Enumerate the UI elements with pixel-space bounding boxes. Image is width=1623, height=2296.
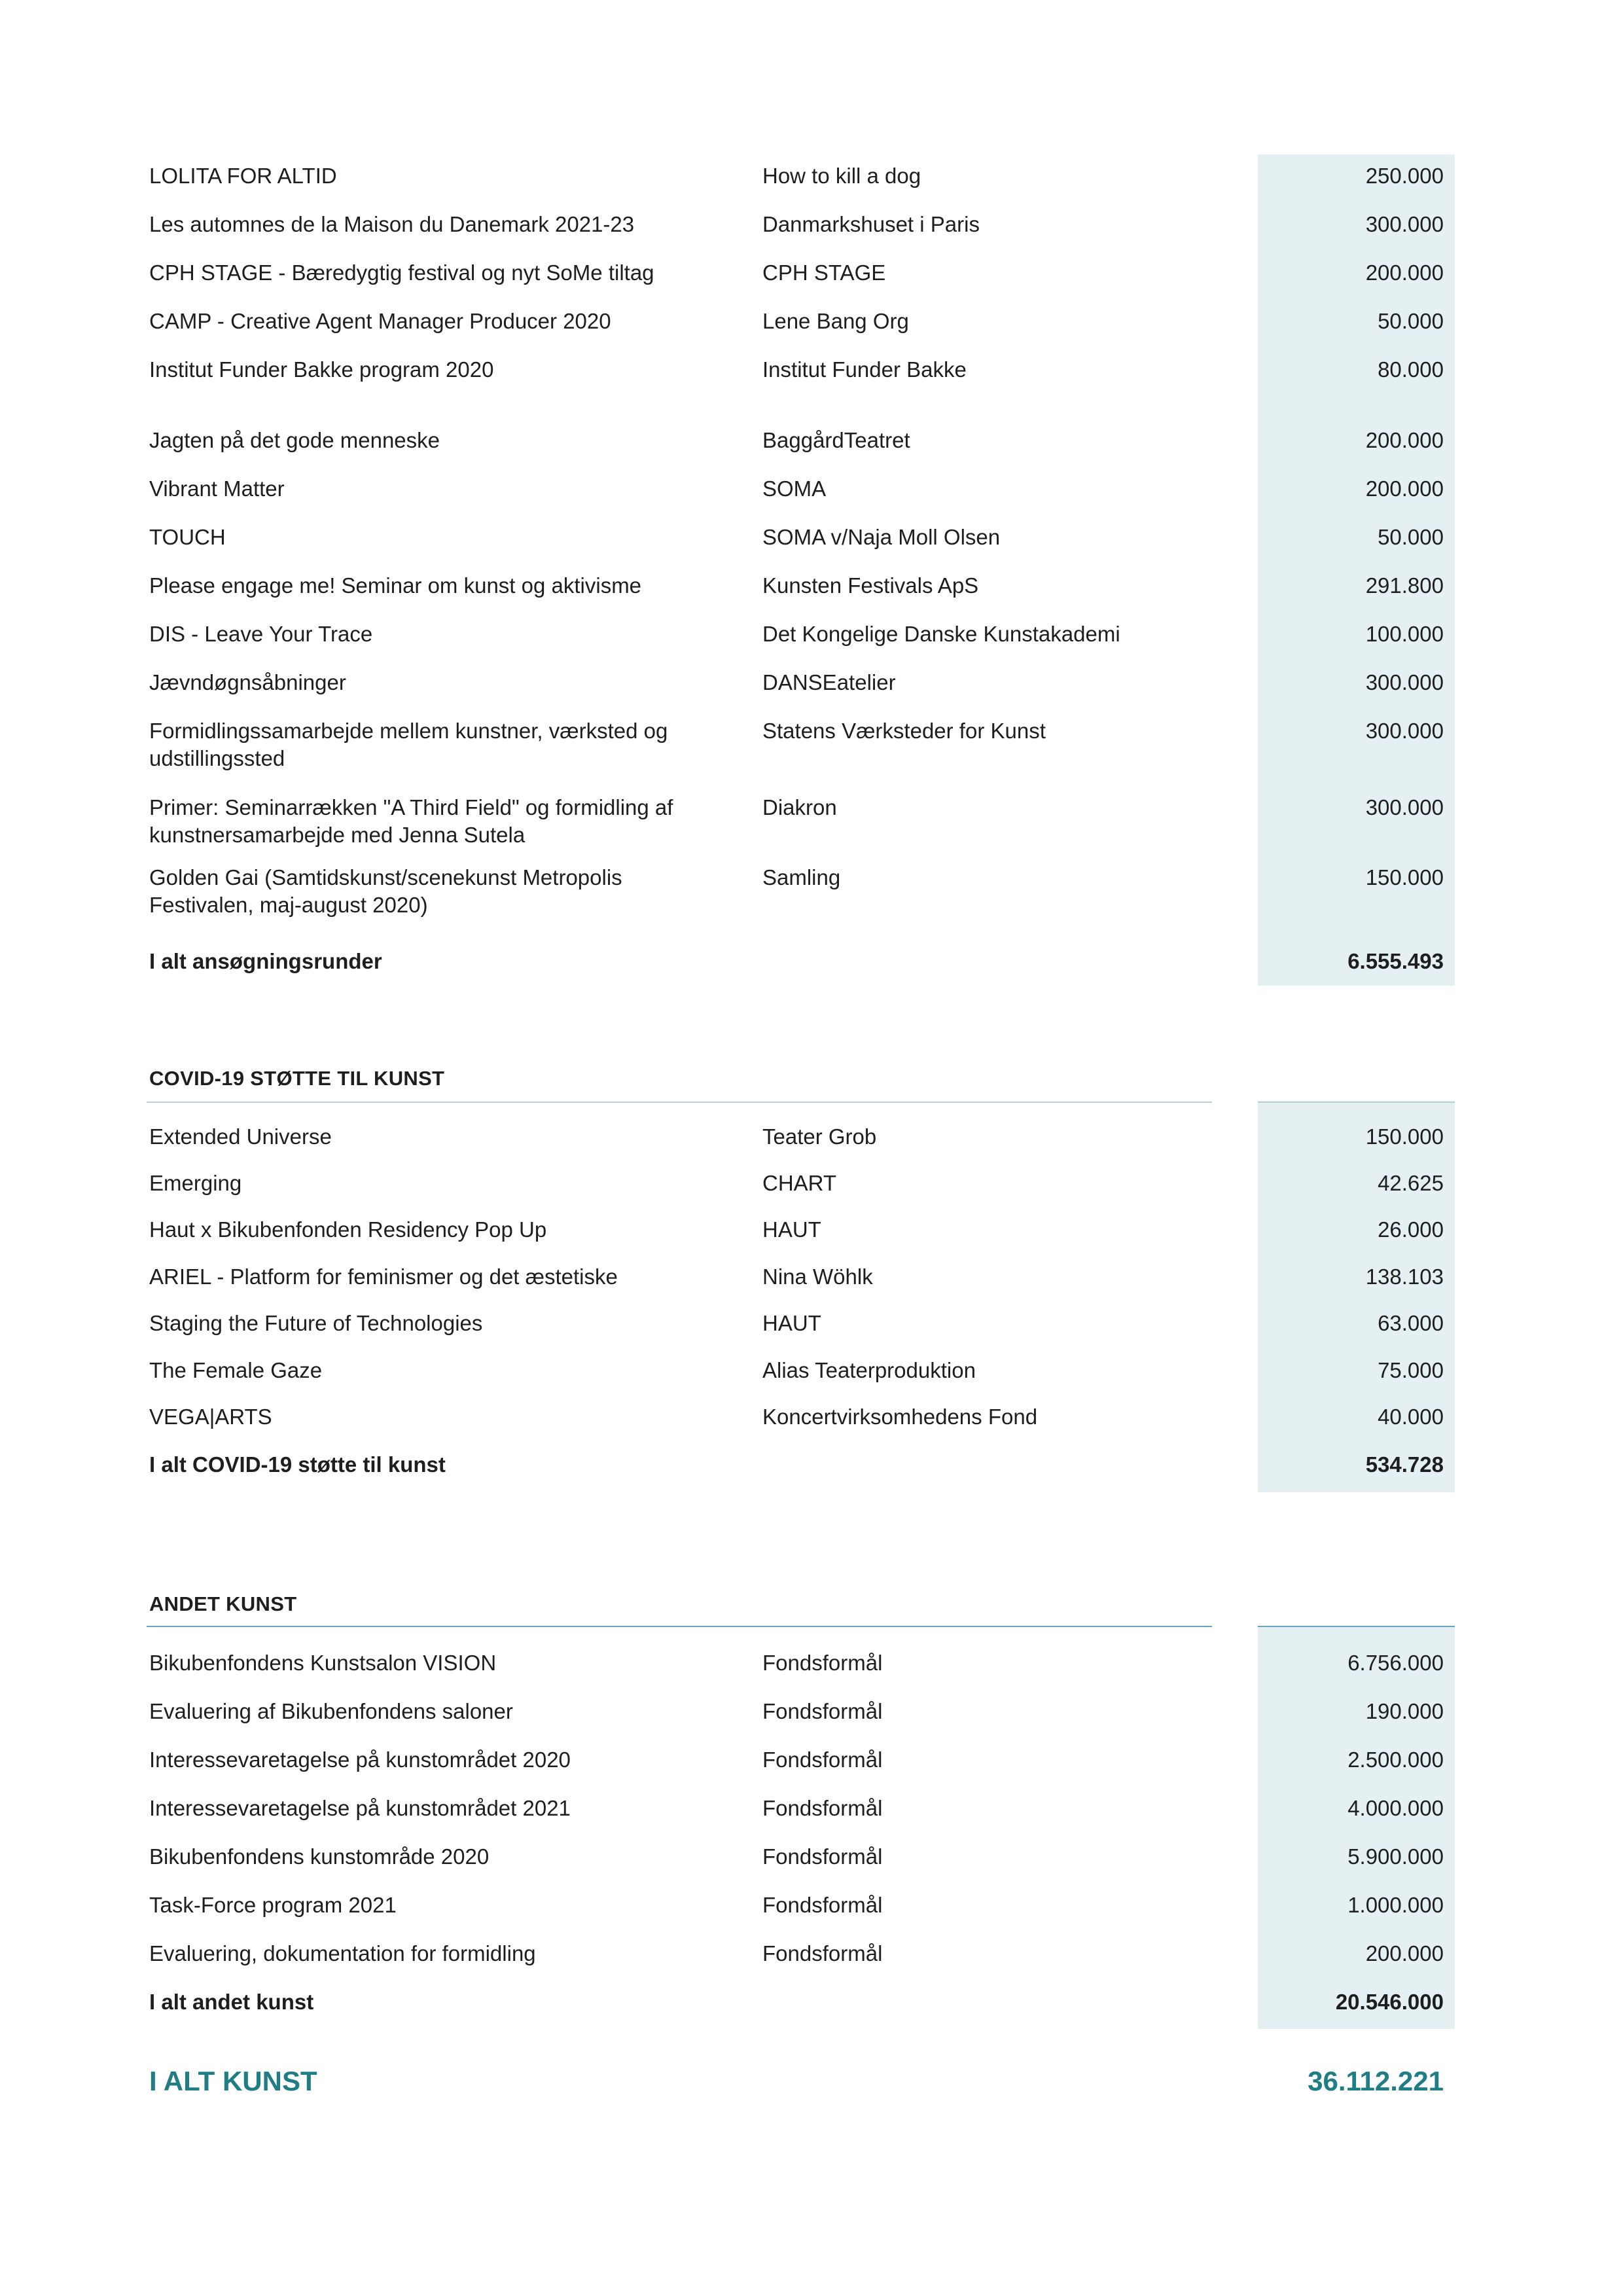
- amount: 100.000: [1365, 622, 1444, 646]
- project-title: Bikubenfondens kunstområde 2020: [149, 1844, 490, 1869]
- amount-column-band-2: [1258, 1101, 1455, 1492]
- section-heading: ANDET KUNST: [149, 1592, 297, 1615]
- grand-total-amount: 36.112.221: [1308, 2066, 1444, 2096]
- project-title: Primer: Seminarrækken "A Third Field" og formidling af kunstnersamarbejde med Jenna Sutela: [149, 795, 673, 847]
- grantee: Statens Værksteder for Kunst: [762, 719, 1046, 743]
- amount: 138.103: [1365, 1265, 1444, 1289]
- grantee: Fondsformål: [762, 1651, 883, 1675]
- amount: 80.000: [1378, 357, 1444, 382]
- project-title: Emerging: [149, 1171, 242, 1195]
- amount: 200.000: [1365, 260, 1444, 285]
- section-divider: [147, 1102, 1212, 1103]
- project-title: Task-Force program 2021: [149, 1893, 397, 1917]
- project-title: Evaluering, dokumentation for formidling: [149, 1941, 536, 1965]
- grand-total-label: I ALT KUNST: [149, 2066, 317, 2096]
- section-total-label: I alt COVID-19 støtte til kunst: [149, 1452, 446, 1477]
- grantee: Fondsformål: [762, 1941, 883, 1965]
- amount: 300.000: [1365, 795, 1444, 819]
- grantee: Fondsformål: [762, 1748, 883, 1772]
- amount-divider: [1258, 1102, 1455, 1103]
- project-title: TOUCH: [149, 525, 226, 549]
- grantee: Alias Teaterproduktion: [762, 1358, 976, 1382]
- amount: 63.000: [1378, 1311, 1444, 1335]
- grantee: HAUT: [762, 1311, 821, 1335]
- grantee: HAUT: [762, 1217, 821, 1242]
- amount: 150.000: [1365, 1124, 1444, 1149]
- amount: 250.000: [1365, 164, 1444, 188]
- grantee: Teater Grob: [762, 1124, 877, 1149]
- project-title: Golden Gai (Samtidskunst/scenekunst Metropolis Festivalen, maj-august 2020): [149, 865, 622, 917]
- grantee: BaggårdTeatret: [762, 428, 910, 452]
- amount: 50.000: [1378, 309, 1444, 333]
- project-title: ARIEL - Platform for feminismer og det æstetiske: [149, 1265, 618, 1289]
- amount: 291.800: [1365, 573, 1444, 598]
- grantee: Lene Bang Org: [762, 309, 909, 333]
- amount: 200.000: [1365, 476, 1444, 501]
- grantee: How to kill a dog: [762, 164, 921, 188]
- grantee: DANSEatelier: [762, 670, 896, 694]
- project-title: CAMP - Creative Agent Manager Producer 2020: [149, 309, 611, 333]
- grantee: Det Kongelige Danske Kunstakademi: [762, 622, 1120, 646]
- section-total-amount: 6.555.493: [1347, 949, 1444, 973]
- project-title: Evaluering af Bikubenfondens saloner: [149, 1699, 513, 1723]
- amount: 300.000: [1365, 719, 1444, 743]
- amount: 50.000: [1378, 525, 1444, 549]
- grantee: Fondsformål: [762, 1796, 883, 1820]
- amount: 150.000: [1365, 865, 1444, 889]
- section-total-label: I alt ansøgningsrunder: [149, 949, 382, 973]
- project-title: Jagten på det gode menneske: [149, 428, 440, 452]
- grantee: Kunsten Festivals ApS: [762, 573, 979, 598]
- project-title: Jævndøgnsåbninger: [149, 670, 346, 694]
- section-total-amount: 20.546.000: [1335, 1990, 1444, 2014]
- grantee: SOMA v/Naja Moll Olsen: [762, 525, 1001, 549]
- grantee: SOMA: [762, 476, 827, 501]
- amount: 6.756.000: [1347, 1651, 1444, 1675]
- project-title: Interessevaretagelse på kunstområdet 2020: [149, 1748, 571, 1772]
- amount-column-band-3: [1258, 1626, 1455, 2029]
- amount: 2.500.000: [1347, 1748, 1444, 1772]
- amount: 42.625: [1378, 1171, 1444, 1195]
- project-title: Les automnes de la Maison du Danemark 2021-23: [149, 212, 635, 236]
- amount: 200.000: [1365, 1941, 1444, 1965]
- amount: 300.000: [1365, 670, 1444, 694]
- project-title: Staging the Future of Technologies: [149, 1311, 483, 1335]
- grantee: Samling: [762, 865, 841, 889]
- amount-divider: [1258, 1626, 1455, 1627]
- project-title: Institut Funder Bakke program 2020: [149, 357, 494, 382]
- amount: 26.000: [1378, 1217, 1444, 1242]
- project-title: LOLITA FOR ALTID: [149, 164, 337, 188]
- section-total-amount: 534.728: [1365, 1452, 1444, 1477]
- section-divider: [147, 1626, 1212, 1627]
- project-title: Haut x Bikubenfonden Residency Pop Up: [149, 1217, 547, 1242]
- grantee: CPH STAGE: [762, 260, 886, 285]
- section-heading: COVID-19 STØTTE TIL KUNST: [149, 1067, 445, 1090]
- amount: 4.000.000: [1347, 1796, 1444, 1820]
- grantee: Institut Funder Bakke: [762, 357, 967, 382]
- project-title: The Female Gaze: [149, 1358, 323, 1382]
- grantee: Danmarkshuset i Paris: [762, 212, 980, 236]
- grantee: Fondsformål: [762, 1699, 883, 1723]
- grantee: CHART: [762, 1171, 837, 1195]
- amount: 5.900.000: [1347, 1844, 1444, 1869]
- project-title: Bikubenfondens Kunstsalon VISION: [149, 1651, 497, 1675]
- project-title: Extended Universe: [149, 1124, 332, 1149]
- grantee: Nina Wöhlk: [762, 1265, 873, 1289]
- amount: 40.000: [1378, 1405, 1444, 1429]
- project-title: Vibrant Matter: [149, 476, 285, 501]
- project-title: Formidlingssamarbejde mellem kunstner, værksted og udstillingssted: [149, 719, 668, 770]
- grantee: Koncertvirksomhedens Fond: [762, 1405, 1038, 1429]
- amount: 1.000.000: [1347, 1893, 1444, 1917]
- project-title: Interessevaretagelse på kunstområdet 2021: [149, 1796, 571, 1820]
- grantee: Diakron: [762, 795, 837, 819]
- project-title: Please engage me! Seminar om kunst og aktivisme: [149, 573, 642, 598]
- section-total-label: I alt andet kunst: [149, 1990, 314, 2014]
- grantee: Fondsformål: [762, 1844, 883, 1869]
- amount: 200.000: [1365, 428, 1444, 452]
- amount: 300.000: [1365, 212, 1444, 236]
- amount: 190.000: [1365, 1699, 1444, 1723]
- project-title: CPH STAGE - Bæredygtig festival og nyt SoMe tiltag: [149, 260, 654, 285]
- amount: 75.000: [1378, 1358, 1444, 1382]
- project-title: VEGA|ARTS: [149, 1405, 272, 1429]
- grantee: Fondsformål: [762, 1893, 883, 1917]
- project-title: DIS - Leave Your Trace: [149, 622, 373, 646]
